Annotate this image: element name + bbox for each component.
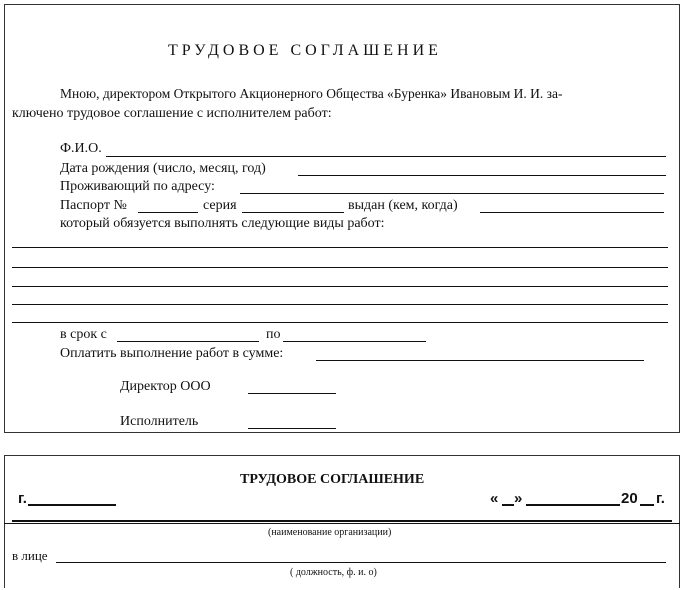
in-person-field[interactable]: [56, 562, 666, 563]
address-label: Проживающий по адресу:: [60, 179, 215, 194]
term-to-label: по: [266, 327, 281, 342]
passport-issued-field[interactable]: [480, 212, 664, 213]
term-from-field[interactable]: [117, 341, 259, 342]
city-field[interactable]: [28, 504, 116, 506]
works-line[interactable]: [12, 286, 668, 287]
birth-date-field[interactable]: [298, 175, 666, 176]
date-close-quote: »: [514, 490, 523, 507]
date-open-quote: «: [490, 490, 499, 507]
city-prefix: г.: [18, 490, 27, 507]
position-caption: ( должность, ф. и. о): [290, 567, 377, 578]
passport-issued-label: выдан (кем, когда): [348, 198, 458, 213]
works-line[interactable]: [12, 267, 668, 268]
birth-date-label: Дата рождения (число, месяц, год): [60, 161, 266, 176]
intro-text-line-2: ключено трудовое соглашение с исполнителем работ:: [12, 106, 332, 121]
organization-caption: (наименование организации): [268, 527, 392, 538]
address-field[interactable]: [240, 193, 664, 194]
divider: [4, 523, 680, 524]
director-label: Директор ООО: [120, 379, 211, 394]
date-day-field[interactable]: [502, 504, 514, 506]
form2-title: ТРУДОВОЕ СОГЛАШЕНИЕ: [240, 472, 425, 487]
form-title: ТРУДОВОЕ СОГЛАШЕНИЕ: [168, 42, 442, 59]
passport-number-field[interactable]: [138, 212, 198, 213]
fio-label: Ф.И.О.: [60, 141, 102, 156]
in-person-label: в лице: [12, 548, 48, 563]
executor-label: Исполнитель: [120, 414, 199, 429]
year-suffix: г.: [656, 490, 665, 507]
works-label: который обязуется выполнять следующие виды работ:: [60, 216, 385, 231]
intro-text-line-1: Мною, директором Открытого Акционерного Общества «Буренка» Ивановым И. И. за-: [60, 86, 563, 101]
passport-label: Паспорт №: [60, 198, 127, 213]
year-prefix: 20: [621, 490, 638, 507]
term-to-field[interactable]: [283, 341, 426, 342]
date-month-field[interactable]: [526, 504, 620, 506]
executor-signature-field[interactable]: [248, 428, 336, 429]
passport-series-label: серия: [203, 198, 237, 213]
payment-amount-field[interactable]: [316, 360, 644, 361]
works-line[interactable]: [12, 322, 668, 323]
passport-series-field[interactable]: [242, 212, 344, 213]
fio-field[interactable]: [106, 156, 666, 157]
payment-label: Оплатить выполнение работ в сумме:: [60, 346, 284, 361]
year-field[interactable]: [640, 504, 654, 506]
organization-field[interactable]: [12, 520, 672, 522]
works-line[interactable]: [12, 304, 668, 305]
term-from-label: в срок с: [60, 327, 107, 342]
works-line[interactable]: [12, 247, 668, 248]
director-signature-field[interactable]: [248, 393, 336, 394]
